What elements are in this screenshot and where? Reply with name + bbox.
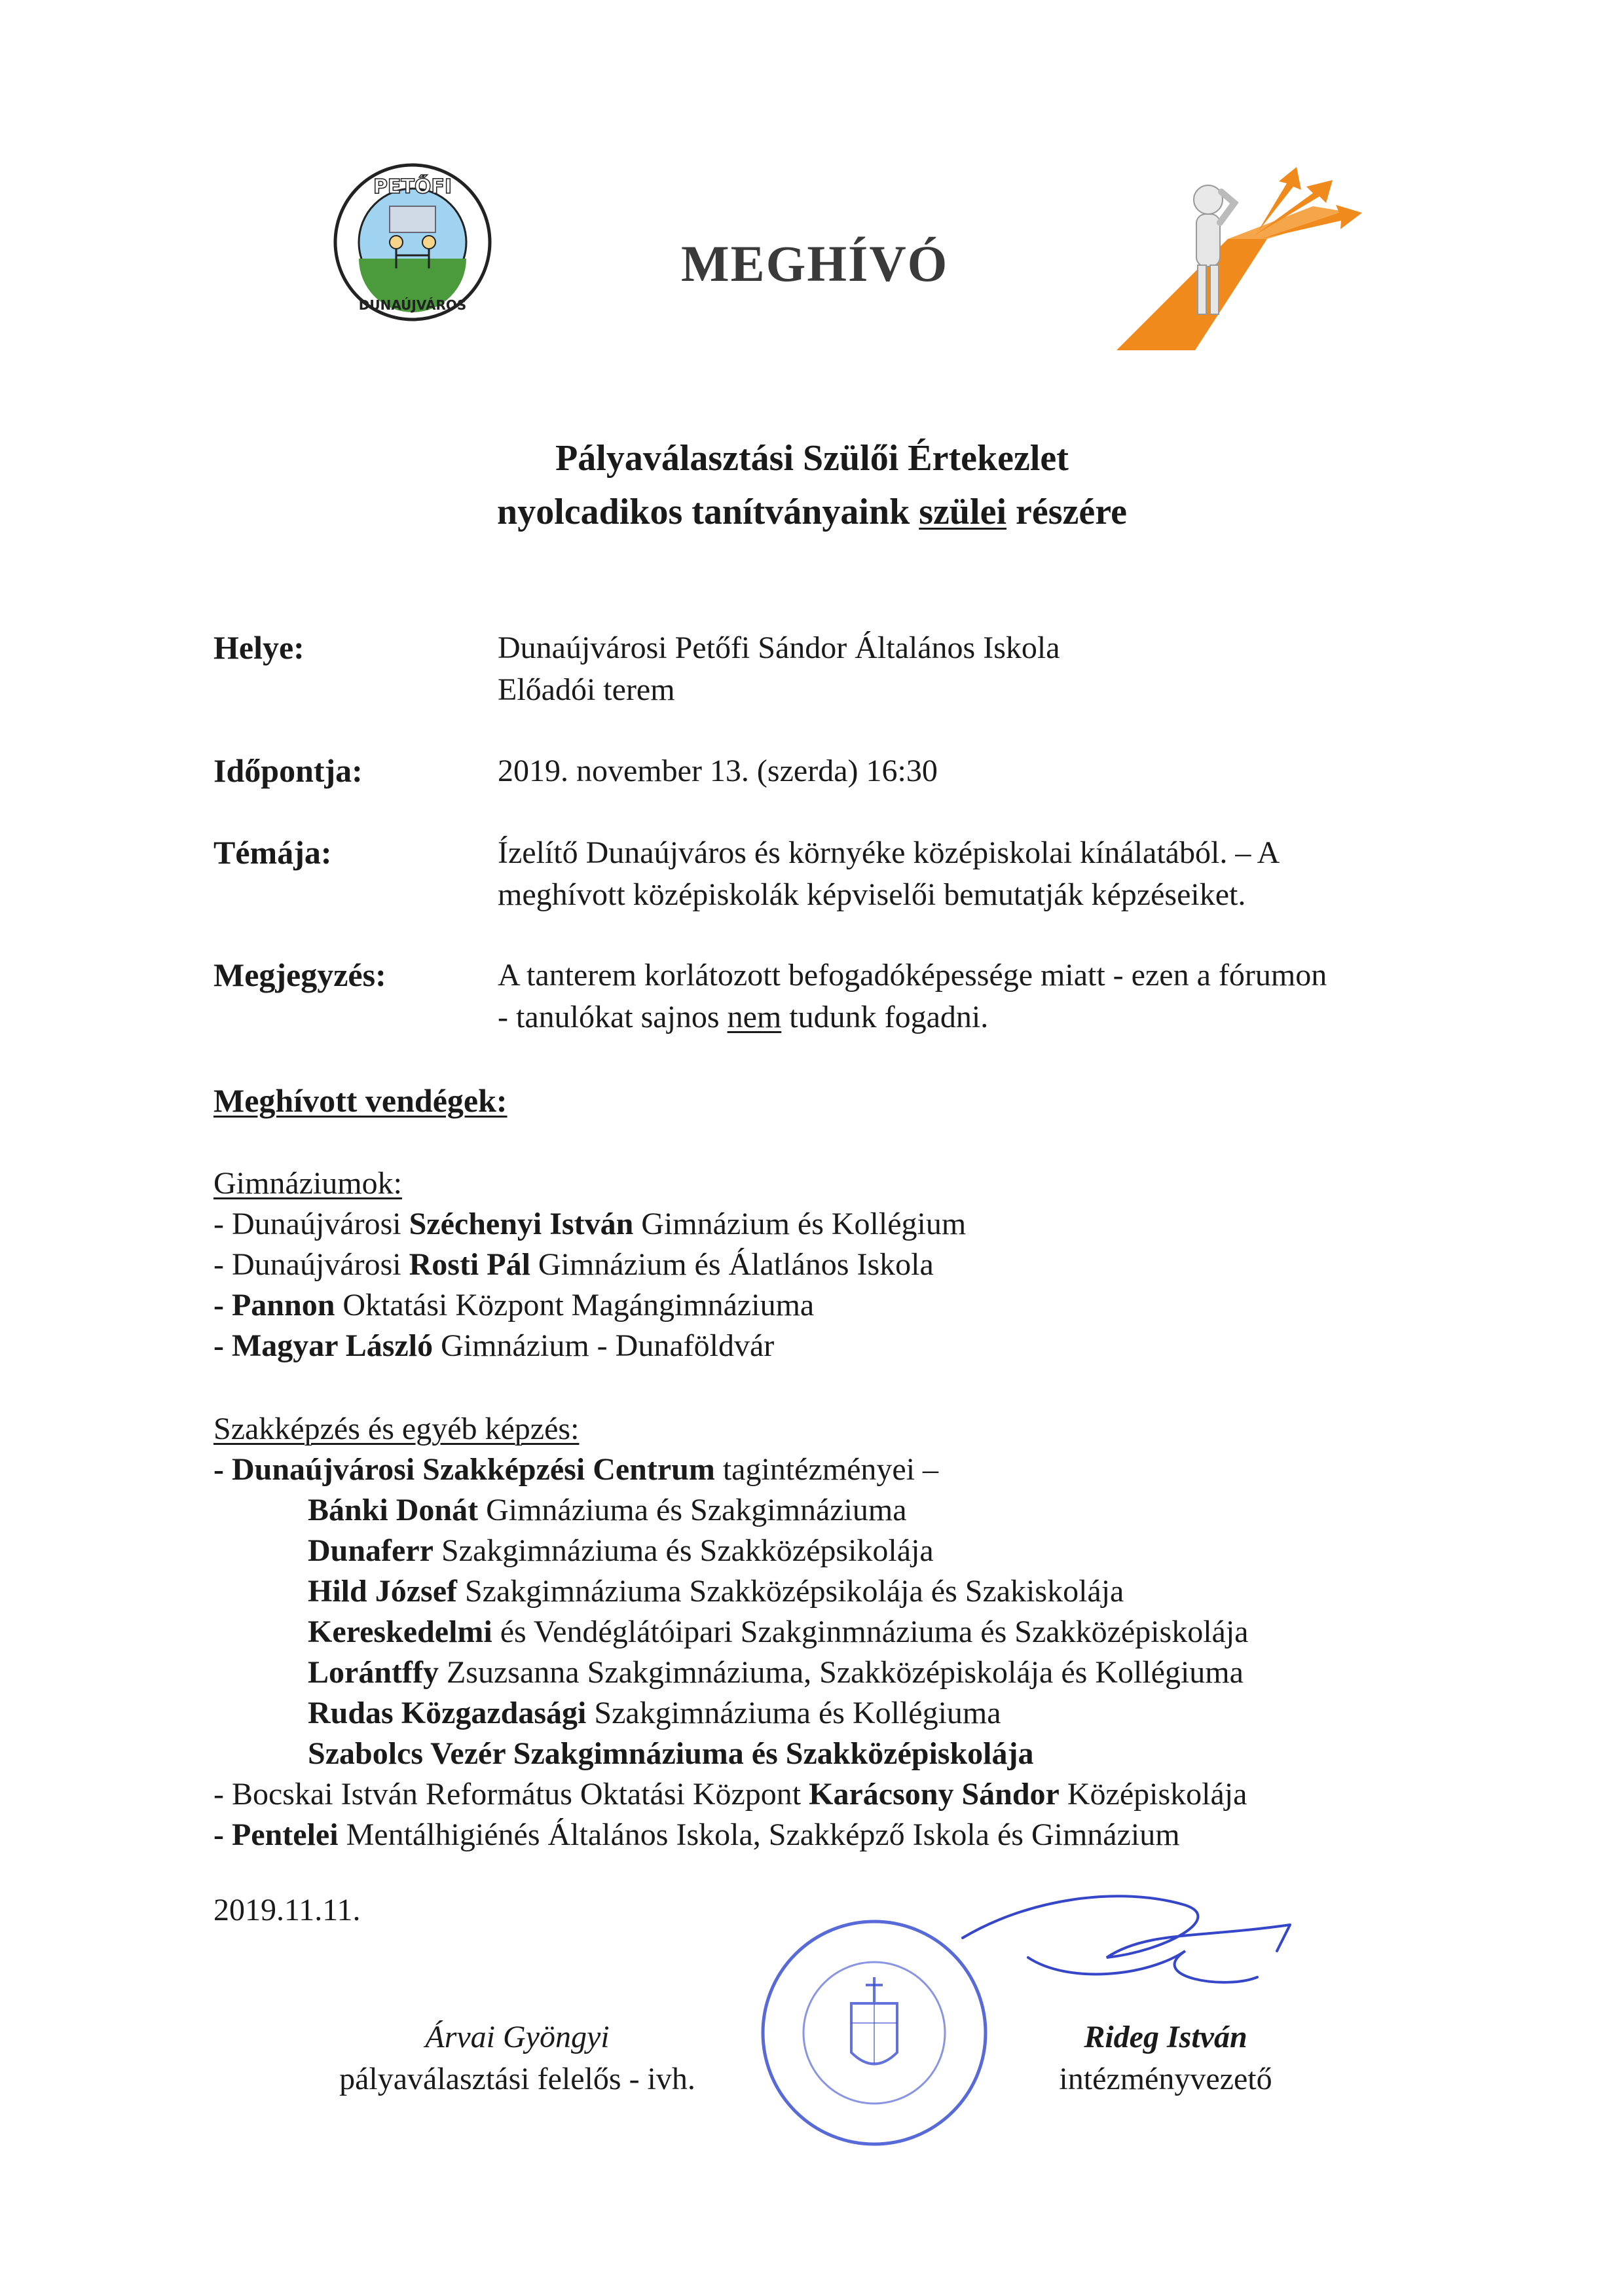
signatory-left: Árvai Gyöngyi pályaválasztási felelős - ivh. [339,2020,695,2096]
svg-text:PETŐFI: PETŐFI [373,175,452,198]
crossroads-figure-icon [1116,167,1365,350]
note-value: A tanterem korlátozott befogadóképessége miatt - ezen a fórumon - tanulókat sajnos nem tudunk fogadni. [498,958,1327,1034]
guests-heading: Meghívott vendégek: [213,1082,507,1119]
list-item: - Dunaújvárosi Szakképzési Centrum tagintézményei – [213,1452,939,1487]
list-item: - Pentelei Mentálhigiénés Általános Iskola, Szakképző Iskola és Gimnázium [213,1817,1180,1852]
list-item: - Magyar László Gimnázium - Dunaföldvár [213,1328,775,1363]
list-item: Dunaferr Szakgimnáziuma és Szakközépsikolája [308,1533,934,1568]
topic-label: Témája: [213,834,332,871]
place-label: Helye: [213,629,304,666]
list-item: Kereskedelmi és Vendéglátóipari Szakginmnáziuma és Szakközépiskolája [308,1614,1249,1649]
note-label: Megjegyzés: [213,957,386,993]
list-item: - Dunaújvárosi Rosti Pál Gimnázium és Álatlános Iskola [213,1247,934,1282]
time-value: 2019. november 13. (szerda) 16:30 [498,754,938,788]
document-date: 2019.11.11. [213,1893,361,1927]
place-value: Dunaújvárosi Petőfi Sándor Általános Iskola Előadói terem [498,630,1060,707]
gym-heading: Gimnáziumok: [213,1166,402,1201]
signature-mark [950,1879,1316,2010]
voc-heading: Szakképzés és egyéb képzés: [213,1412,580,1446]
list-item: Lorántffy Zsuzsanna Szakgimnáziuma, Szakközépiskolája és Kollégiuma [308,1655,1244,1690]
headline-line2: nyolcadikos tanítványaink szülei részére [497,492,1127,532]
list-item: Rudas Közgazdasági Szakgimnáziuma és Kollégiuma [308,1696,1001,1730]
list-item: - Pannon Oktatási Központ Magángimnáziuma [213,1288,815,1322]
time-label: Időpontja: [213,752,363,789]
list-item: Szabolcs Vezér Szakgimnáziuma és Szakközépiskolája [308,1736,1034,1771]
topic-value: Ízelítő Dunaújváros és környéke középiskolai kínálatából. – A meghívott középiskolák képviselői bemutatják képzéseiket. [498,835,1280,912]
page-title: MEGHÍVÓ [681,235,949,292]
svg-text:DUNAÚJVÁROS: DUNAÚJVÁROS [358,297,467,313]
school-logo [331,160,494,324]
signatory-right: Rideg István intézményvezető [1059,2020,1272,2096]
list-item: - Bocskai István Református Oktatási Központ Karácsony Sándor Középiskolája [213,1777,1247,1812]
list-item: Bánki Donát Gimnáziuma és Szakgimnáziuma [308,1493,907,1527]
list-item: Hild József Szakgimnáziuma Szakközépsikolája és Szakiskolája [308,1574,1124,1609]
list-item: - Dunaújvárosi Széchenyi István Gimnázium és Kollégium [213,1207,967,1241]
headline-line1: Pályaválasztási Szülői Értekezlet [555,438,1069,479]
